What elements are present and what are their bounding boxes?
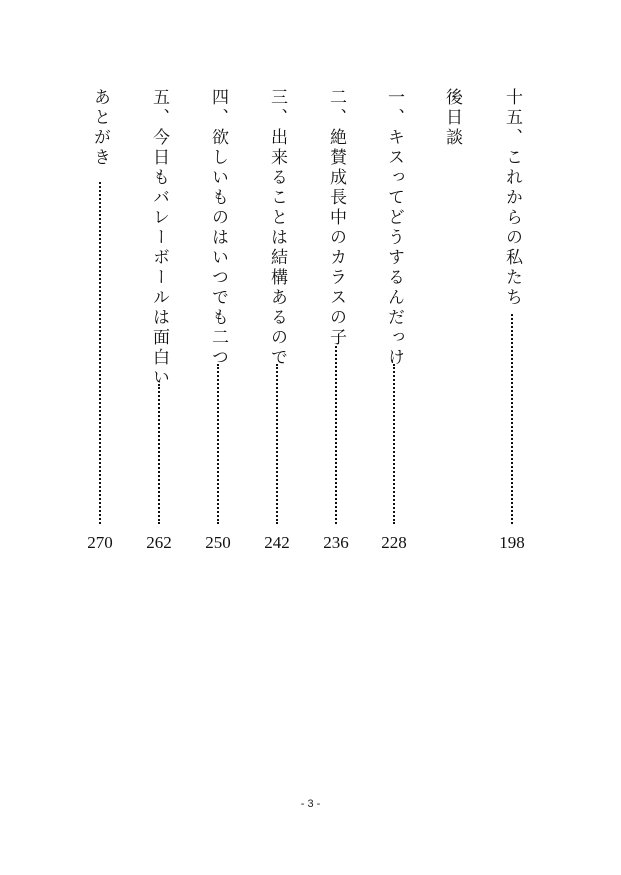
toc-entry-page: 236 xyxy=(323,533,349,552)
leader-dots xyxy=(276,364,278,524)
toc-entry[interactable] xyxy=(80,88,120,558)
toc-entry[interactable] xyxy=(198,88,238,558)
leader-dots xyxy=(335,346,337,524)
leader-dots xyxy=(217,364,219,524)
toc-entry-title: 四、欲しいものはいつでも二つ xyxy=(208,88,228,368)
toc-entry-page: 250 xyxy=(205,533,231,552)
toc-entry-page: 242 xyxy=(264,533,290,552)
leader-dots xyxy=(99,182,101,524)
toc-entry-title: 二、絶賛成長中のカラスの子 xyxy=(326,88,346,348)
toc-entry-title: 三、出来ることは結構あるので xyxy=(267,88,287,368)
leader-dots xyxy=(393,364,395,524)
leader-dots xyxy=(511,314,513,524)
toc-entry-page: 198 xyxy=(499,533,525,552)
section-heading: 後日談 xyxy=(442,88,462,148)
toc-entry[interactable] xyxy=(257,88,297,558)
toc-entry-title: あとがき xyxy=(90,88,110,168)
toc-entry-title: 十五、これからの私たち xyxy=(502,88,522,308)
toc-entry-page: 262 xyxy=(146,533,172,552)
toc-entry-page: 270 xyxy=(87,533,113,552)
toc-entry[interactable] xyxy=(492,88,532,558)
toc-entry[interactable] xyxy=(374,88,414,558)
toc-entry-title: 一、キスってどうするんだっけ xyxy=(384,88,404,368)
page-number: - 3 - xyxy=(300,798,321,810)
leader-dots xyxy=(158,384,160,524)
toc-entry-title: 五、今日もバレーボールは面白い xyxy=(149,88,169,388)
toc-entry[interactable] xyxy=(139,88,179,558)
toc-entry-page: 228 xyxy=(381,533,407,552)
toc-entry[interactable] xyxy=(316,88,356,558)
